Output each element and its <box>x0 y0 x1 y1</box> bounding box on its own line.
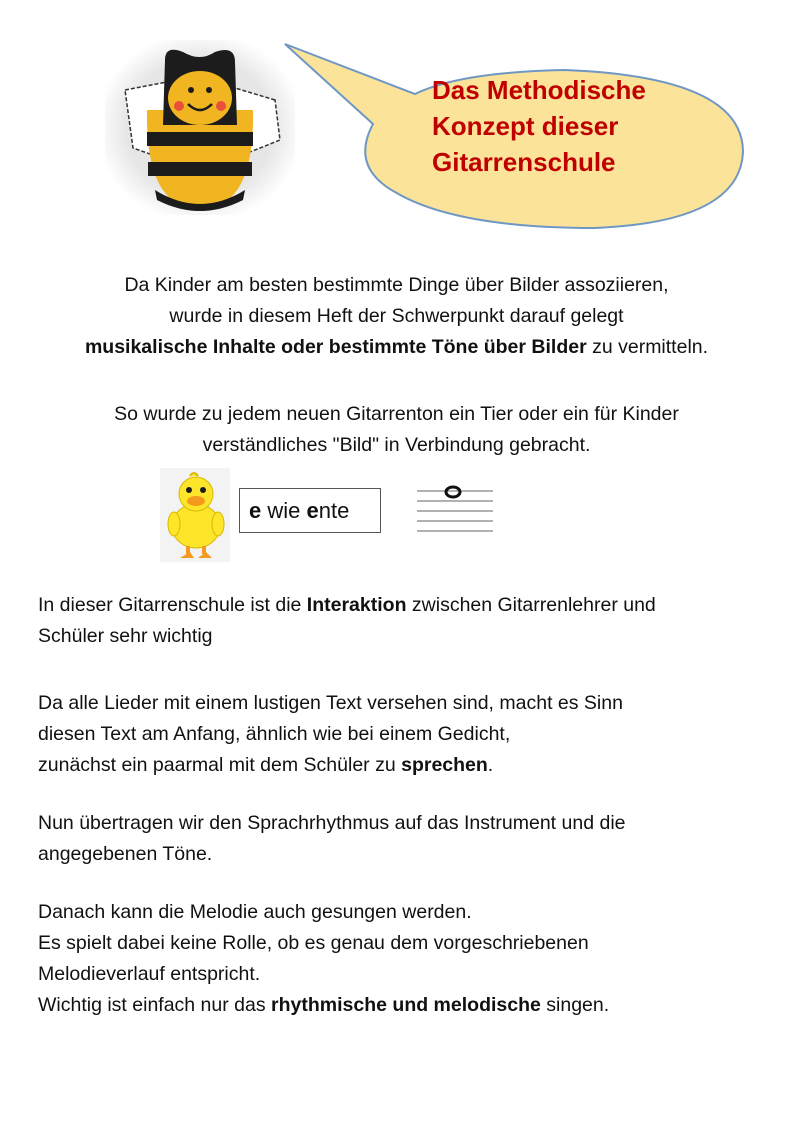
danach-post: singen. <box>540 994 610 1016</box>
lieder-paragraph <box>38 688 758 781</box>
intro-line-1: Da Kinder am besten bestimmte Dinge über Bilder assoziieren, <box>124 274 669 296</box>
intro-bold: musikalische Inhalte oder bestimmte Töne über Bilder <box>84 336 587 358</box>
intro-paragraph <box>0 270 793 363</box>
example-letter: e <box>249 498 262 523</box>
lieder-line-2: diesen Text am Anfang, ähnlich wie bei einem Gedicht, <box>38 723 511 745</box>
so-line-1: So wurde zu jedem neuen Gitarrenton ein Tier oder ein für Kinder <box>114 403 679 425</box>
example-word-bold: e <box>306 498 319 523</box>
note-on-staff-icon <box>417 484 493 532</box>
danach-pre: Wichtig ist einfach nur das <box>38 994 272 1016</box>
nun-line-1: Nun übertragen wir den Sprachrhythmus auf das Instrument und die <box>38 812 626 834</box>
lieder-bold: sprechen <box>401 754 488 776</box>
interaction-post: zwischen Gitarrenlehrer und <box>406 594 656 616</box>
example-word-rest: nte <box>318 498 350 523</box>
danach-paragraph <box>38 897 758 1021</box>
title-line-1: Das Methodische <box>432 75 646 105</box>
so-line-2: verständliches "Bild" in Verbindung gebracht. <box>202 434 591 456</box>
lieder-post: . <box>487 754 494 776</box>
danach-line-1: Danach kann die Melodie auch gesungen werden. <box>38 901 472 923</box>
example-wie: wie <box>261 498 307 523</box>
danach-bold: rhythmische und melodische <box>271 994 541 1016</box>
danach-line-4 <box>38 990 758 1021</box>
interaction-pre: In dieser Gitarrenschule ist die <box>38 594 307 616</box>
lieder-pre: zunächst ein paarmal mit dem Schüler zu <box>38 754 402 776</box>
danach-line-2: Es spielt dabei keine Rolle, ob es genau dem vorgeschriebenen <box>38 932 589 954</box>
bee-illustration <box>105 40 295 215</box>
title-line-3: Gitarrenschule <box>432 147 616 177</box>
intro-rest: zu vermitteln. <box>586 336 709 358</box>
page-title <box>432 72 722 180</box>
danach-line-3: Melodieverlauf entspricht. <box>38 963 261 985</box>
intro-line-3 <box>0 332 793 363</box>
so-paragraph <box>0 399 793 461</box>
interaction-line-1 <box>38 590 758 621</box>
title-line-2: Konzept dieser <box>432 111 619 141</box>
interaction-line-2: Schüler sehr wichtig <box>38 625 213 647</box>
lieder-line-3 <box>38 750 758 781</box>
interaction-bold: Interaktion <box>306 594 407 616</box>
intro-line-2: wurde in diesem Heft der Schwerpunkt darauf gelegt <box>169 305 624 327</box>
lieder-line-1: Da alle Lieder mit einem lustigen Text versehen sind, macht es Sinn <box>38 692 623 714</box>
nun-paragraph <box>38 808 758 870</box>
example-label <box>239 488 381 533</box>
nun-line-2: angegebenen Töne. <box>38 843 213 865</box>
interaction-paragraph <box>38 590 758 652</box>
duck-illustration <box>160 468 230 562</box>
